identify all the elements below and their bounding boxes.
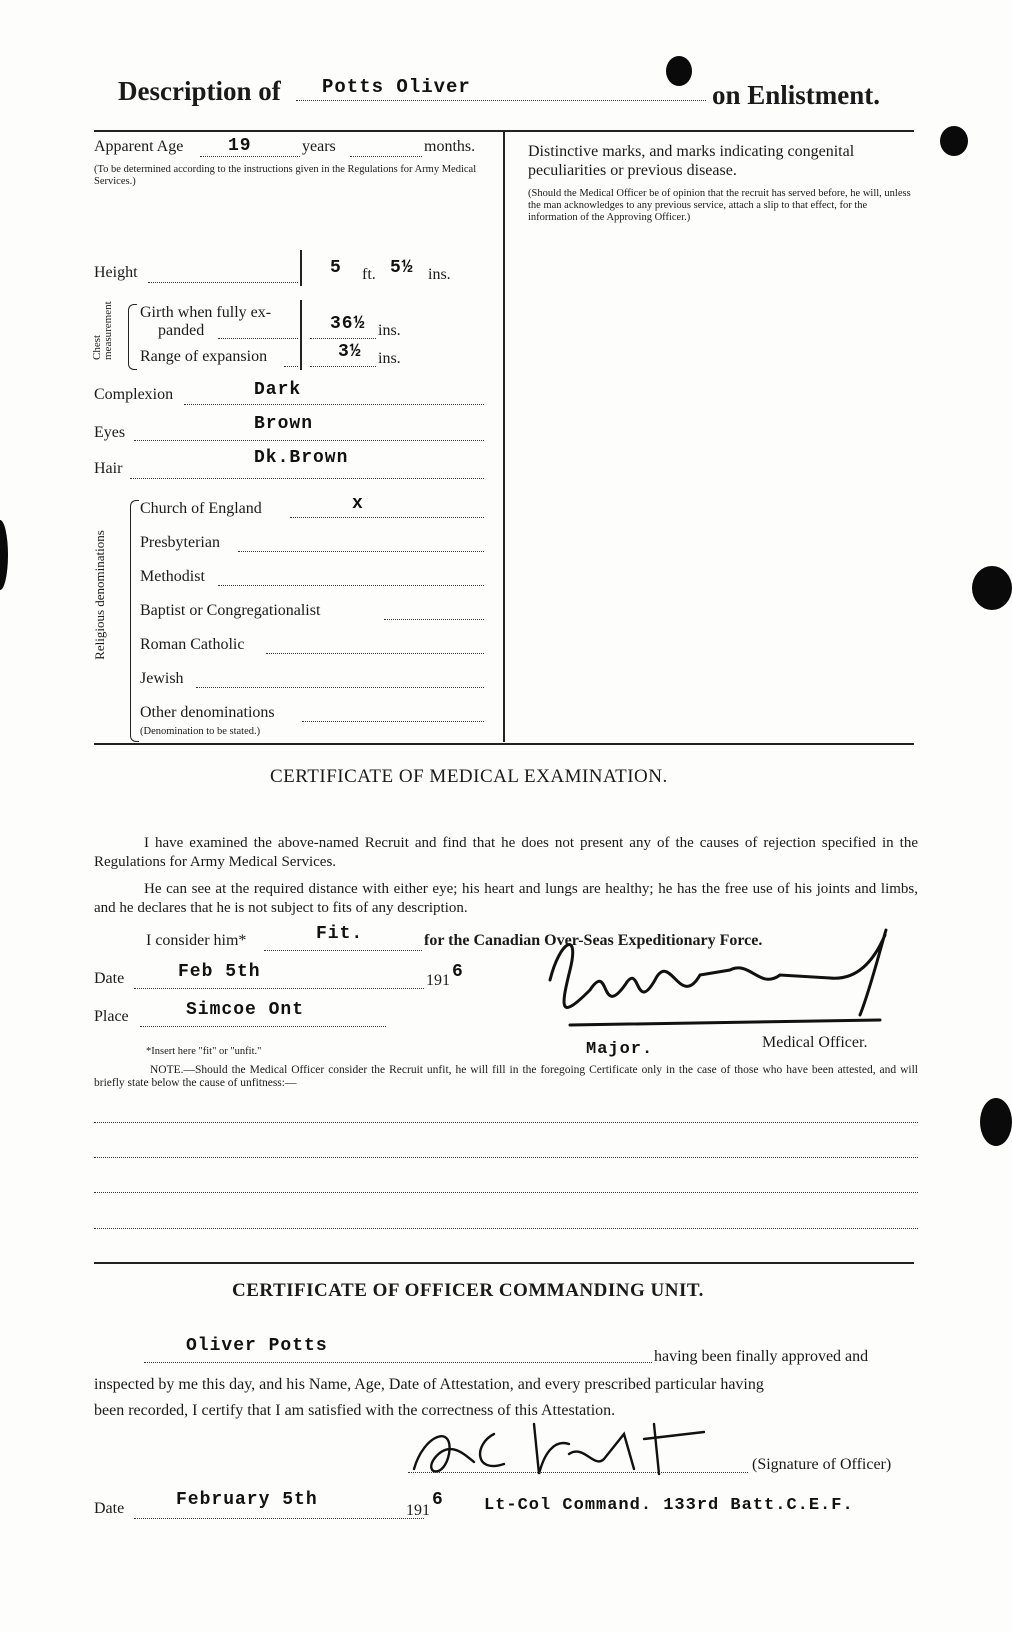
complexion-value: Dark — [254, 380, 302, 400]
girth-label-2: panded — [158, 322, 205, 339]
name-line — [296, 100, 706, 101]
other-denominations-label: Other denominations — [140, 704, 275, 721]
age-note: (To be determined according to the instructions given in the Regulations for Army Medical Services.) — [94, 164, 477, 187]
place-value: Simcoe Ont — [186, 1000, 305, 1020]
ink-blot — [666, 56, 692, 86]
medical-paragraph-1: I have examined the above-named Recruit and find that he does not present any of the causes of rejection specified in the Regulations for Army Medical Services. — [94, 835, 918, 870]
complexion-label: Complexion — [94, 386, 174, 403]
medical-year-prefix: 191 — [426, 972, 450, 989]
religious-denominations-label: Religious denominations — [92, 530, 107, 660]
unfitness-line-1 — [94, 1122, 918, 1123]
commanding-paragraph-line-2: been recorded, I certify that I am satisfied with the correctness of this Attestation. — [94, 1402, 616, 1419]
years-label: years — [302, 138, 336, 155]
medical-date-label: Date — [94, 970, 125, 987]
roman-catholic-label: Roman Catholic — [140, 636, 245, 653]
months-label: months. — [424, 138, 476, 155]
range-ins-label: ins. — [378, 350, 401, 367]
ins-label: ins. — [428, 266, 451, 283]
height-ft-value: 5 — [330, 258, 342, 278]
eyes-label: Eyes — [94, 424, 126, 441]
commanding-date-label: Date — [94, 1500, 125, 1517]
punch-hole-mid-right — [972, 566, 1012, 610]
range-label: Range of expansion — [140, 348, 268, 365]
section-rule — [94, 743, 914, 745]
church-of-england-label: Church of England — [140, 500, 262, 517]
commanding-year-value: 6 — [432, 1490, 444, 1510]
commanding-year-prefix: 191 — [406, 1502, 430, 1519]
other-denominations-note: (Denomination to be stated.) — [140, 726, 261, 737]
hair-label: Hair — [94, 460, 123, 477]
edge-mark-left — [0, 520, 8, 590]
recruit-name: Potts Oliver — [322, 76, 471, 98]
medical-date-value: Feb 5th — [178, 962, 261, 982]
medical-officer-rank: Major. — [586, 1040, 654, 1059]
title-suffix: on Enlistment. — [712, 80, 881, 110]
commanding-certificate-heading: CERTIFICATE OF OFFICER COMMANDING UNIT. — [232, 1280, 704, 1301]
apparent-age-value: 19 — [228, 136, 252, 156]
distinctive-marks-label: Distinctive marks, and marks indicating congenital peculiarities or previous disease. — [528, 143, 855, 179]
religion-bracket — [130, 500, 139, 742]
approved-label: having been finally approved and — [654, 1348, 869, 1365]
medical-year-value: 6 — [452, 962, 464, 982]
commanding-paragraph-line-1: inspected by me this day, and his Name, Age, Date of Attestation, and every prescribed particular having — [94, 1376, 764, 1393]
eyes-value: Brown — [254, 414, 314, 434]
commanding-date-value: February 5th — [176, 1490, 318, 1510]
girth-value: 36½ — [330, 314, 366, 334]
lower-section-rule — [94, 1262, 914, 1264]
unfitness-line-2 — [94, 1157, 918, 1158]
punch-hole-top-right — [940, 126, 968, 156]
height-label: Height — [94, 264, 138, 281]
fitness-value: Fit. — [316, 924, 364, 944]
commanding-officer-rank-unit: Lt-Col Command. 133rd Batt.C.E.F. — [484, 1496, 854, 1515]
column-divider — [503, 132, 505, 742]
girth-ins-label: ins. — [378, 322, 401, 339]
unfitness-note: NOTE.—Should the Medical Officer consider the Recruit unfit, he will fill in the foregoing Certificate only in the case of those who have been attested, and will briefly state below the cause of unfitness:— — [94, 1064, 918, 1089]
baptist-label: Baptist or Congregationalist — [140, 602, 321, 619]
consider-label: I consider him* — [146, 932, 247, 949]
expeditionary-force-label: for the Canadian Over-Seas Expeditionary Force. — [424, 932, 763, 949]
commanding-recruit-name: Oliver Potts — [186, 1336, 328, 1356]
jewish-label: Jewish — [140, 670, 184, 687]
distinctive-marks-note: (Should the Medical Officer be of opinion that the recruit has served before, he will, unless the man acknowledges to any previous service, attach a slip to that effect, for the information of the Approving Officer.) — [528, 188, 911, 223]
unfitness-line-4 — [94, 1228, 918, 1229]
hair-value: Dk.Brown — [254, 448, 349, 468]
range-value: 3½ — [338, 342, 362, 362]
title-prefix: Description of — [118, 76, 281, 106]
officer-signature-label: (Signature of Officer) — [752, 1456, 892, 1473]
unfitness-line-3 — [94, 1192, 918, 1193]
punch-hole-lower-right — [980, 1098, 1012, 1146]
methodist-label: Methodist — [140, 568, 205, 585]
place-label: Place — [94, 1008, 129, 1025]
girth-label-1: Girth when fully ex- — [140, 304, 272, 321]
chest-measurement-label: Chest measurement — [91, 301, 114, 360]
ft-label: ft. — [362, 266, 376, 283]
apparent-age-label: Apparent Age — [94, 138, 184, 155]
presbyterian-label: Presbyterian — [140, 534, 220, 551]
church-of-england-mark: x — [352, 494, 364, 514]
commanding-officer-signature — [404, 1414, 744, 1484]
height-in-value: 5½ — [390, 258, 414, 278]
medical-paragraph-2: He can see at the required distance with either eye; his heart and lungs are healthy; he has the free use of his joints and limbs, and he declares that he is not subject to fits of any description. — [94, 881, 918, 916]
chest-bracket — [128, 304, 137, 370]
insert-note: *Insert here "fit" or "unfit." — [146, 1046, 262, 1057]
medical-officer-signature — [530, 920, 910, 1040]
medical-officer-label: Medical Officer. — [762, 1034, 868, 1051]
medical-certificate-heading: CERTIFICATE OF MEDICAL EXAMINATION. — [270, 766, 668, 787]
